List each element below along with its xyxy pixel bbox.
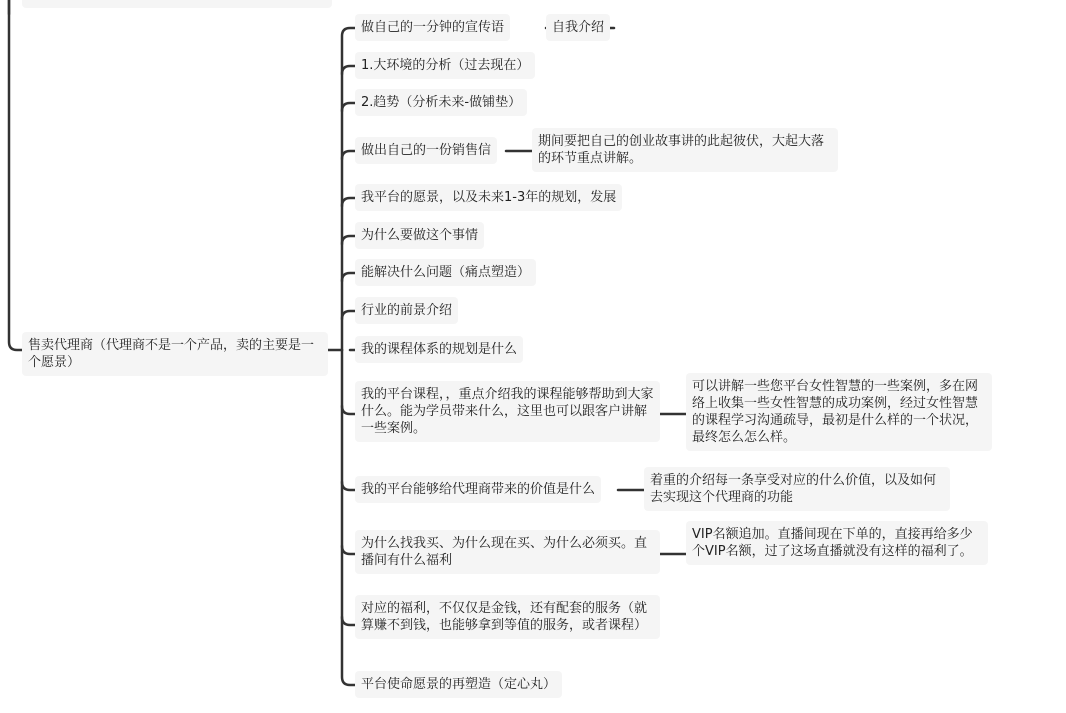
child-node-label: 我平台的愿景，以及未来1-3年的规划，发展 <box>361 190 617 205</box>
branch-3 <box>342 103 355 111</box>
branch-13 <box>342 617 355 625</box>
child-node-3[interactable] <box>355 89 527 116</box>
child-node-4[interactable] <box>355 137 497 164</box>
detail-node-label: 自我介绍 <box>552 20 605 35</box>
parent-branch-root <box>9 0 23 350</box>
root-node[interactable] <box>22 332 328 376</box>
child-node-label: 行业的前景介绍 <box>361 303 453 318</box>
detail-node-4[interactable] <box>532 128 838 172</box>
child-node-label: 为什么找我买、为什么现在买、为什么必须买。直播间有什么福利 <box>361 536 648 568</box>
child-node-label: 我的平台能够给代理商带来的价值是什么 <box>361 482 596 497</box>
branch-7 <box>342 273 355 281</box>
child-node-label: 我的课程体系的规划是什么 <box>361 342 518 357</box>
branch-2 <box>342 66 355 74</box>
child-node-label: 2.趋势（分析未来-做铺垫） <box>361 95 522 110</box>
branch-6 <box>342 236 355 244</box>
parent-node-partial[interactable] <box>22 0 332 8</box>
child-node-label: 我的平台课程，，重点介绍我的课程能够帮助到大家什么。能为学员带来什么，这里也可以跟客户讲解一些案例。 <box>361 387 654 436</box>
child-node-14[interactable] <box>355 671 562 698</box>
child-node-label: 平台使命愿景的再塑造（定心丸） <box>361 677 557 692</box>
detail-node-label: VIP名额追加。直播间现在下单的，直接再给多少个VIP名额，过了这场直播就没有这样的福利了。 <box>692 527 973 559</box>
detail-node-12[interactable] <box>686 521 988 565</box>
child-node-5[interactable] <box>355 184 622 211</box>
children-spine-top <box>342 28 355 350</box>
child-node-7[interactable] <box>355 259 536 286</box>
child-node-12[interactable] <box>355 530 660 574</box>
branch-4 <box>342 151 355 159</box>
child-node-label: 1.大环境的分析（过去现在） <box>361 58 530 73</box>
branch-12 <box>342 546 355 554</box>
child-node-label: 为什么要做这个事情 <box>361 228 479 243</box>
child-node-8[interactable] <box>355 297 458 324</box>
child-node-13[interactable] <box>355 595 660 639</box>
child-node-label: 能解决什么问题（痛点塑造） <box>361 265 531 280</box>
children-spine-bottom <box>342 350 355 685</box>
detail-node-10[interactable] <box>686 373 992 451</box>
root-node-label: 售卖代理商（代理商不是一个产品，卖的主要是一个愿景） <box>28 338 315 370</box>
child-node-11[interactable] <box>355 476 601 503</box>
child-node-label: 对应的福利，不仅仅是金钱，还有配套的服务（就算赚不到钱，也能够拿到等值的服务，或者课程） <box>361 601 648 633</box>
detail-node-1[interactable] <box>546 14 610 41</box>
detail-node-label: 期间要把自己的创业故事讲的此起彼伏，大起大落的环节重点讲解。 <box>538 134 825 166</box>
child-node-2[interactable] <box>355 52 535 79</box>
detail-node-11[interactable] <box>644 467 950 511</box>
branch-5 <box>342 198 355 206</box>
detail-node-label: 可以讲解一些您平台女性智慧的一些案例，多在网络上收集一些女性智慧的成功案例，经过女性智慧的课程学习沟通疏导，最初是什么样的一个状况，最终怎么怎么样。 <box>692 379 979 445</box>
branch-11 <box>342 482 355 490</box>
detail-node-label: 着重的介绍每一条享受对应的什么价值，以及如何去实现这个代理商的功能 <box>650 473 937 505</box>
child-node-10[interactable] <box>355 381 660 442</box>
branch-8 <box>342 311 355 319</box>
child-node-label: 做自己的一分钟的宣传语 <box>361 20 505 35</box>
child-node-label: 做出自己的一份销售信 <box>361 143 492 158</box>
branch-10 <box>342 406 355 414</box>
child-node-1[interactable] <box>355 14 510 41</box>
child-node-6[interactable] <box>355 222 484 249</box>
child-node-9[interactable] <box>355 336 523 363</box>
